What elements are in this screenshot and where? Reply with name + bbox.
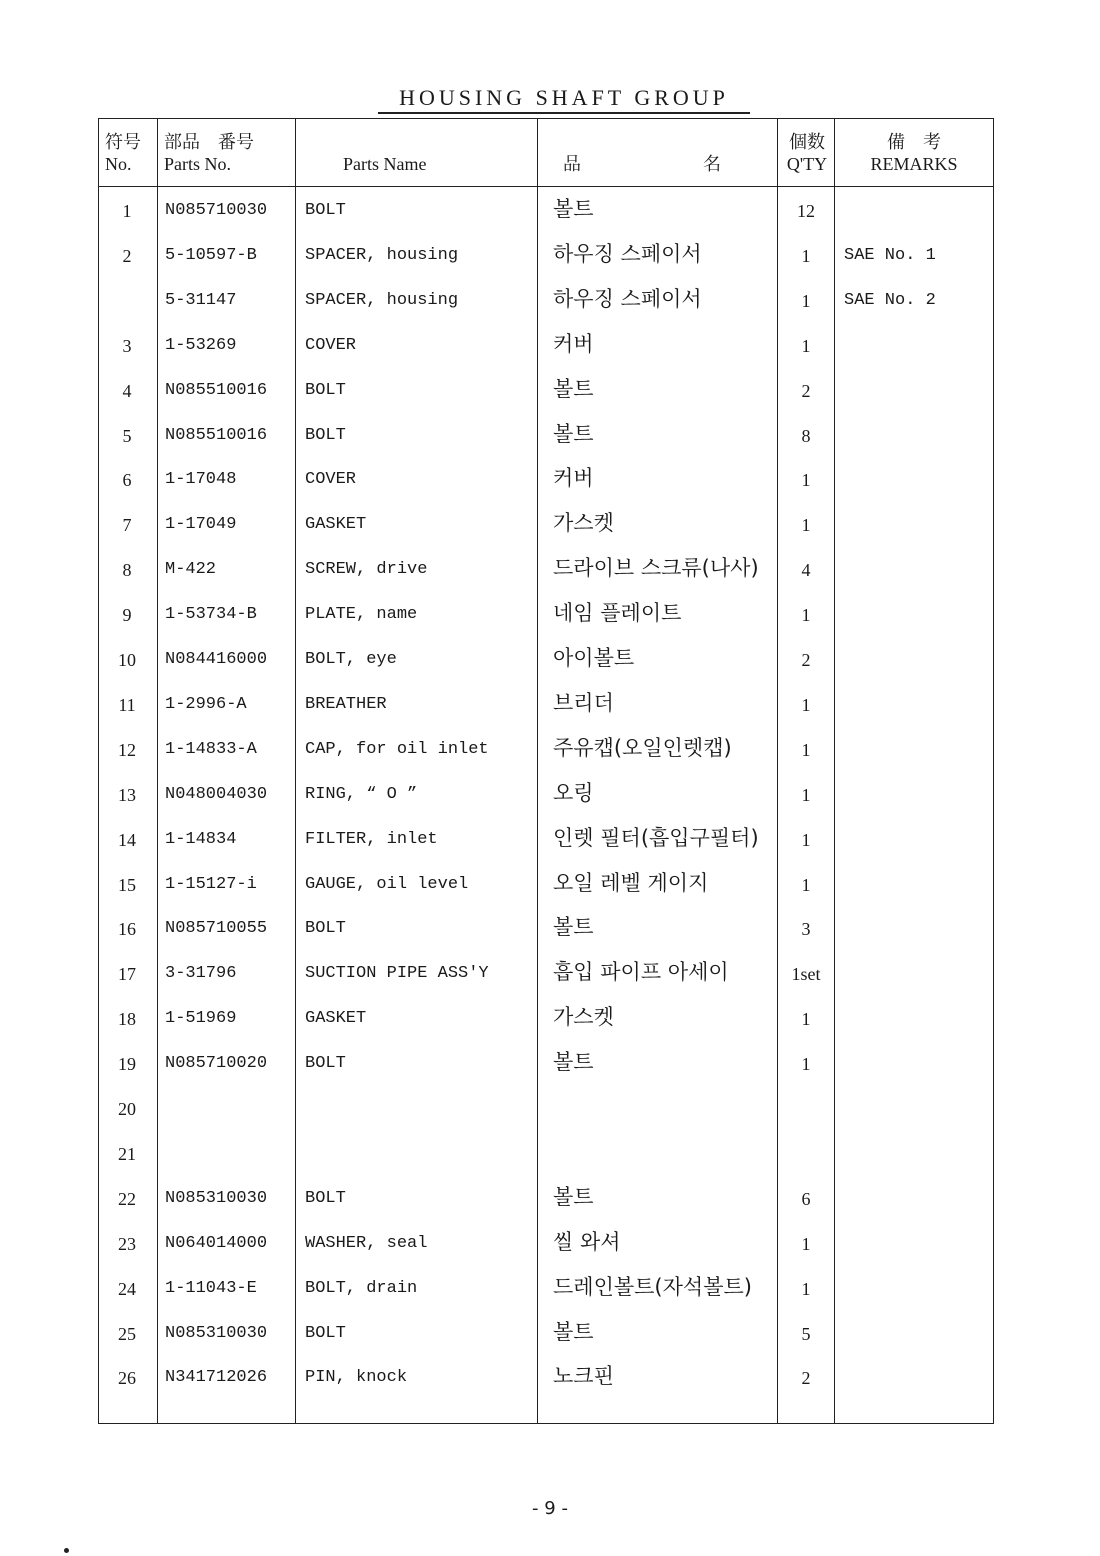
- row-korean-name: 볼트: [553, 197, 594, 221]
- row-korean-name: 브리더: [553, 690, 614, 715]
- row-qty: 4: [801, 560, 811, 581]
- row-part-number: N085310030: [165, 1323, 268, 1343]
- row-part-number: 5-10597-B: [165, 245, 257, 265]
- row-part-number: 1-2996-A: [165, 694, 247, 714]
- row-remarks: SAE No. 1: [844, 245, 936, 265]
- row-part-number: 1-14833-A: [165, 739, 257, 759]
- header-remarks-ja: 備 考: [887, 132, 941, 152]
- row-no: 8: [122, 560, 132, 581]
- header-no: [105, 131, 141, 175]
- row-no: 17: [118, 964, 136, 985]
- row-korean-name: 하우징 스페이서: [553, 241, 702, 266]
- row-korean-name: 오일 레벨 게이지: [553, 870, 709, 895]
- header-divider: [99, 186, 993, 187]
- row-part-number: N085510016: [165, 380, 268, 400]
- row-qty: 1: [801, 515, 811, 536]
- row-part-number: 1-14834: [165, 829, 237, 849]
- row-part-name: SCREW, drive: [305, 560, 428, 580]
- row-part-name: GAUGE, oil level: [305, 874, 469, 894]
- row-korean-name: 흡입 파이프 아세이: [553, 960, 729, 985]
- row-part-number: 1-11043-E: [165, 1278, 257, 1298]
- row-korean-name: 노크핀: [553, 1364, 614, 1389]
- row-no: 16: [118, 919, 136, 940]
- row-part-number: N085710020: [165, 1054, 268, 1074]
- row-qty: 1: [801, 1233, 811, 1254]
- row-korean-name: 볼트: [553, 1050, 594, 1075]
- row-korean-name: 볼트: [553, 376, 594, 401]
- row-qty: 5: [801, 1323, 811, 1344]
- row-part-name: CAP, for oil inlet: [305, 739, 489, 759]
- column-divider: [295, 119, 296, 1423]
- row-korean-name: 볼트: [553, 421, 594, 446]
- row-no: 14: [118, 829, 136, 850]
- row-no: 1: [122, 201, 132, 221]
- row-korean-name: 커버: [553, 331, 594, 356]
- row-part-name: COVER: [305, 470, 357, 490]
- row-qty: 1: [801, 1054, 811, 1075]
- row-part-number: N085710030: [165, 201, 268, 220]
- header-no-ja: 符号: [105, 132, 141, 152]
- row-korean-name: 씰 와셔: [553, 1229, 621, 1254]
- column-divider: [157, 119, 158, 1423]
- row-qty: 1: [801, 784, 811, 805]
- header-hinmei-2: 名: [703, 154, 721, 174]
- row-qty: 1set: [791, 964, 821, 985]
- header-hinmei-1: 品: [563, 154, 581, 174]
- row-part-name: RING, “ O ”: [305, 784, 418, 804]
- row-korean-name: 드레인볼트(자석볼트): [553, 1274, 752, 1299]
- header-remarks: [839, 131, 989, 175]
- row-qty: 3: [801, 919, 811, 940]
- row-part-name: FILTER, inlet: [305, 829, 438, 849]
- row-no: 5: [122, 425, 132, 446]
- row-qty: 1: [801, 335, 811, 356]
- parts-table: [98, 118, 994, 1424]
- row-part-name: BOLT: [305, 425, 346, 445]
- row-korean-name: 볼트: [553, 1319, 594, 1344]
- row-qty: 1: [801, 739, 811, 760]
- row-qty: 2: [801, 650, 811, 670]
- header-qty: [781, 131, 833, 175]
- row-part-name: BOLT: [305, 201, 346, 220]
- row-part-number: 1-17049: [165, 515, 237, 535]
- row-no: 6: [122, 470, 132, 491]
- row-qty: 8: [801, 425, 811, 446]
- row-part-name: BREATHER: [305, 694, 387, 714]
- row-no: 12: [118, 739, 136, 760]
- row-part-name: BOLT: [305, 380, 346, 400]
- row-part-name: BOLT: [305, 1054, 346, 1074]
- row-part-number: N085710055: [165, 919, 268, 939]
- row-korean-name: 주유캡(오일인렛캡): [553, 735, 732, 760]
- row-no: 13: [118, 784, 136, 805]
- row-qty: 1: [801, 290, 811, 311]
- row-qty: 1: [801, 694, 811, 715]
- column-divider: [537, 119, 538, 1423]
- row-part-number: N085310030: [165, 1188, 268, 1208]
- row-qty: 12: [797, 201, 815, 221]
- row-qty: 1: [801, 1278, 811, 1299]
- row-no: 24: [118, 1278, 136, 1299]
- row-part-number: M-422: [165, 560, 217, 580]
- row-part-name: PIN, knock: [305, 1368, 408, 1388]
- header-qty-ja: 個数: [789, 132, 825, 152]
- row-no: 21: [118, 1143, 136, 1164]
- column-divider: [834, 119, 835, 1423]
- row-qty: 6: [801, 1188, 811, 1209]
- row-no: 2: [122, 245, 132, 266]
- row-part-number: N084416000: [165, 650, 268, 669]
- row-part-name: SUCTION PIPE ASS'Y: [305, 964, 489, 984]
- row-part-name: GASKET: [305, 515, 367, 535]
- row-no: 15: [118, 874, 136, 895]
- page-number: - 9 -: [532, 1498, 568, 1519]
- row-remarks: SAE No. 2: [844, 290, 936, 310]
- row-part-name: GASKET: [305, 1009, 367, 1029]
- row-qty: 1: [801, 1009, 811, 1030]
- row-part-name: BOLT: [305, 919, 346, 939]
- page-title: HOUSING SHAFT GROUP: [378, 84, 750, 114]
- row-part-number: 5-31147: [165, 290, 237, 310]
- row-korean-name: 커버: [553, 466, 594, 491]
- row-qty: 1: [801, 605, 811, 626]
- column-divider: [777, 119, 778, 1423]
- row-qty: 1: [801, 829, 811, 850]
- row-no: 26: [118, 1368, 136, 1389]
- row-part-number: N085510016: [165, 425, 268, 445]
- header-remarks-en: REMARKS: [870, 154, 958, 174]
- row-part-number: N048004030: [165, 784, 268, 804]
- row-korean-name: 가스켓: [553, 511, 614, 536]
- row-korean-name: 오링: [553, 780, 594, 805]
- row-part-number: 1-53734-B: [165, 605, 257, 625]
- row-part-number: 1-53269: [165, 335, 237, 355]
- row-part-name: BOLT: [305, 1188, 346, 1208]
- row-no: 11: [118, 694, 136, 715]
- row-no: 23: [118, 1233, 136, 1254]
- row-no: 10: [118, 650, 136, 670]
- header-parts-name: Parts Name: [343, 154, 427, 174]
- row-korean-name: 가스켓: [553, 1005, 614, 1030]
- row-part-name: PLATE, name: [305, 605, 418, 625]
- row-part-name: SPACER, housing: [305, 290, 459, 310]
- row-no: 18: [118, 1009, 136, 1030]
- row-korean-name: 네임 플레이트: [553, 601, 682, 626]
- row-korean-name: 하우징 스페이서: [553, 286, 702, 311]
- row-no: 25: [118, 1323, 136, 1344]
- row-part-name: WASHER, seal: [305, 1233, 428, 1253]
- row-qty: 2: [801, 1368, 811, 1389]
- row-part-name: BOLT, drain: [305, 1278, 418, 1298]
- row-part-name: SPACER, housing: [305, 245, 459, 265]
- row-no: 19: [118, 1054, 136, 1075]
- row-no: 9: [122, 605, 132, 626]
- row-korean-name: 볼트: [553, 915, 594, 940]
- header-parts-no: [164, 131, 254, 175]
- row-no: 7: [122, 515, 132, 536]
- row-no: 20: [118, 1099, 136, 1119]
- header-no-en: No.: [105, 154, 132, 174]
- row-part-number: 1-17048: [165, 470, 237, 490]
- row-qty: 1: [801, 874, 811, 895]
- row-no: 3: [122, 335, 132, 356]
- row-korean-name: 아이볼트: [553, 646, 635, 670]
- row-korean-name: 볼트: [553, 1184, 594, 1209]
- header-qty-en: Q'TY: [786, 154, 828, 174]
- row-part-name: COVER: [305, 335, 357, 355]
- row-part-name: BOLT: [305, 1323, 346, 1343]
- row-qty: 1: [801, 470, 811, 491]
- row-korean-name: 인렛 필터(흡입구필터): [553, 825, 759, 850]
- row-part-name: BOLT, eye: [305, 650, 397, 669]
- row-part-number: 1-15127-i: [165, 874, 257, 894]
- row-qty: 1: [801, 245, 811, 266]
- row-part-number: N064014000: [165, 1233, 268, 1253]
- row-korean-name: 드라이브 스크류(나사): [553, 556, 759, 581]
- row-no: 22: [118, 1188, 136, 1209]
- scan-speck: [64, 1548, 69, 1553]
- row-no: 4: [122, 380, 132, 401]
- header-parts-no-ja: 部品 番号: [164, 132, 254, 152]
- row-part-number: N341712026: [165, 1368, 268, 1388]
- row-part-number: 3-31796: [165, 964, 237, 984]
- header-parts-no-en: Parts No.: [164, 154, 231, 174]
- row-qty: 2: [801, 380, 811, 401]
- row-part-number: 1-51969: [165, 1009, 237, 1029]
